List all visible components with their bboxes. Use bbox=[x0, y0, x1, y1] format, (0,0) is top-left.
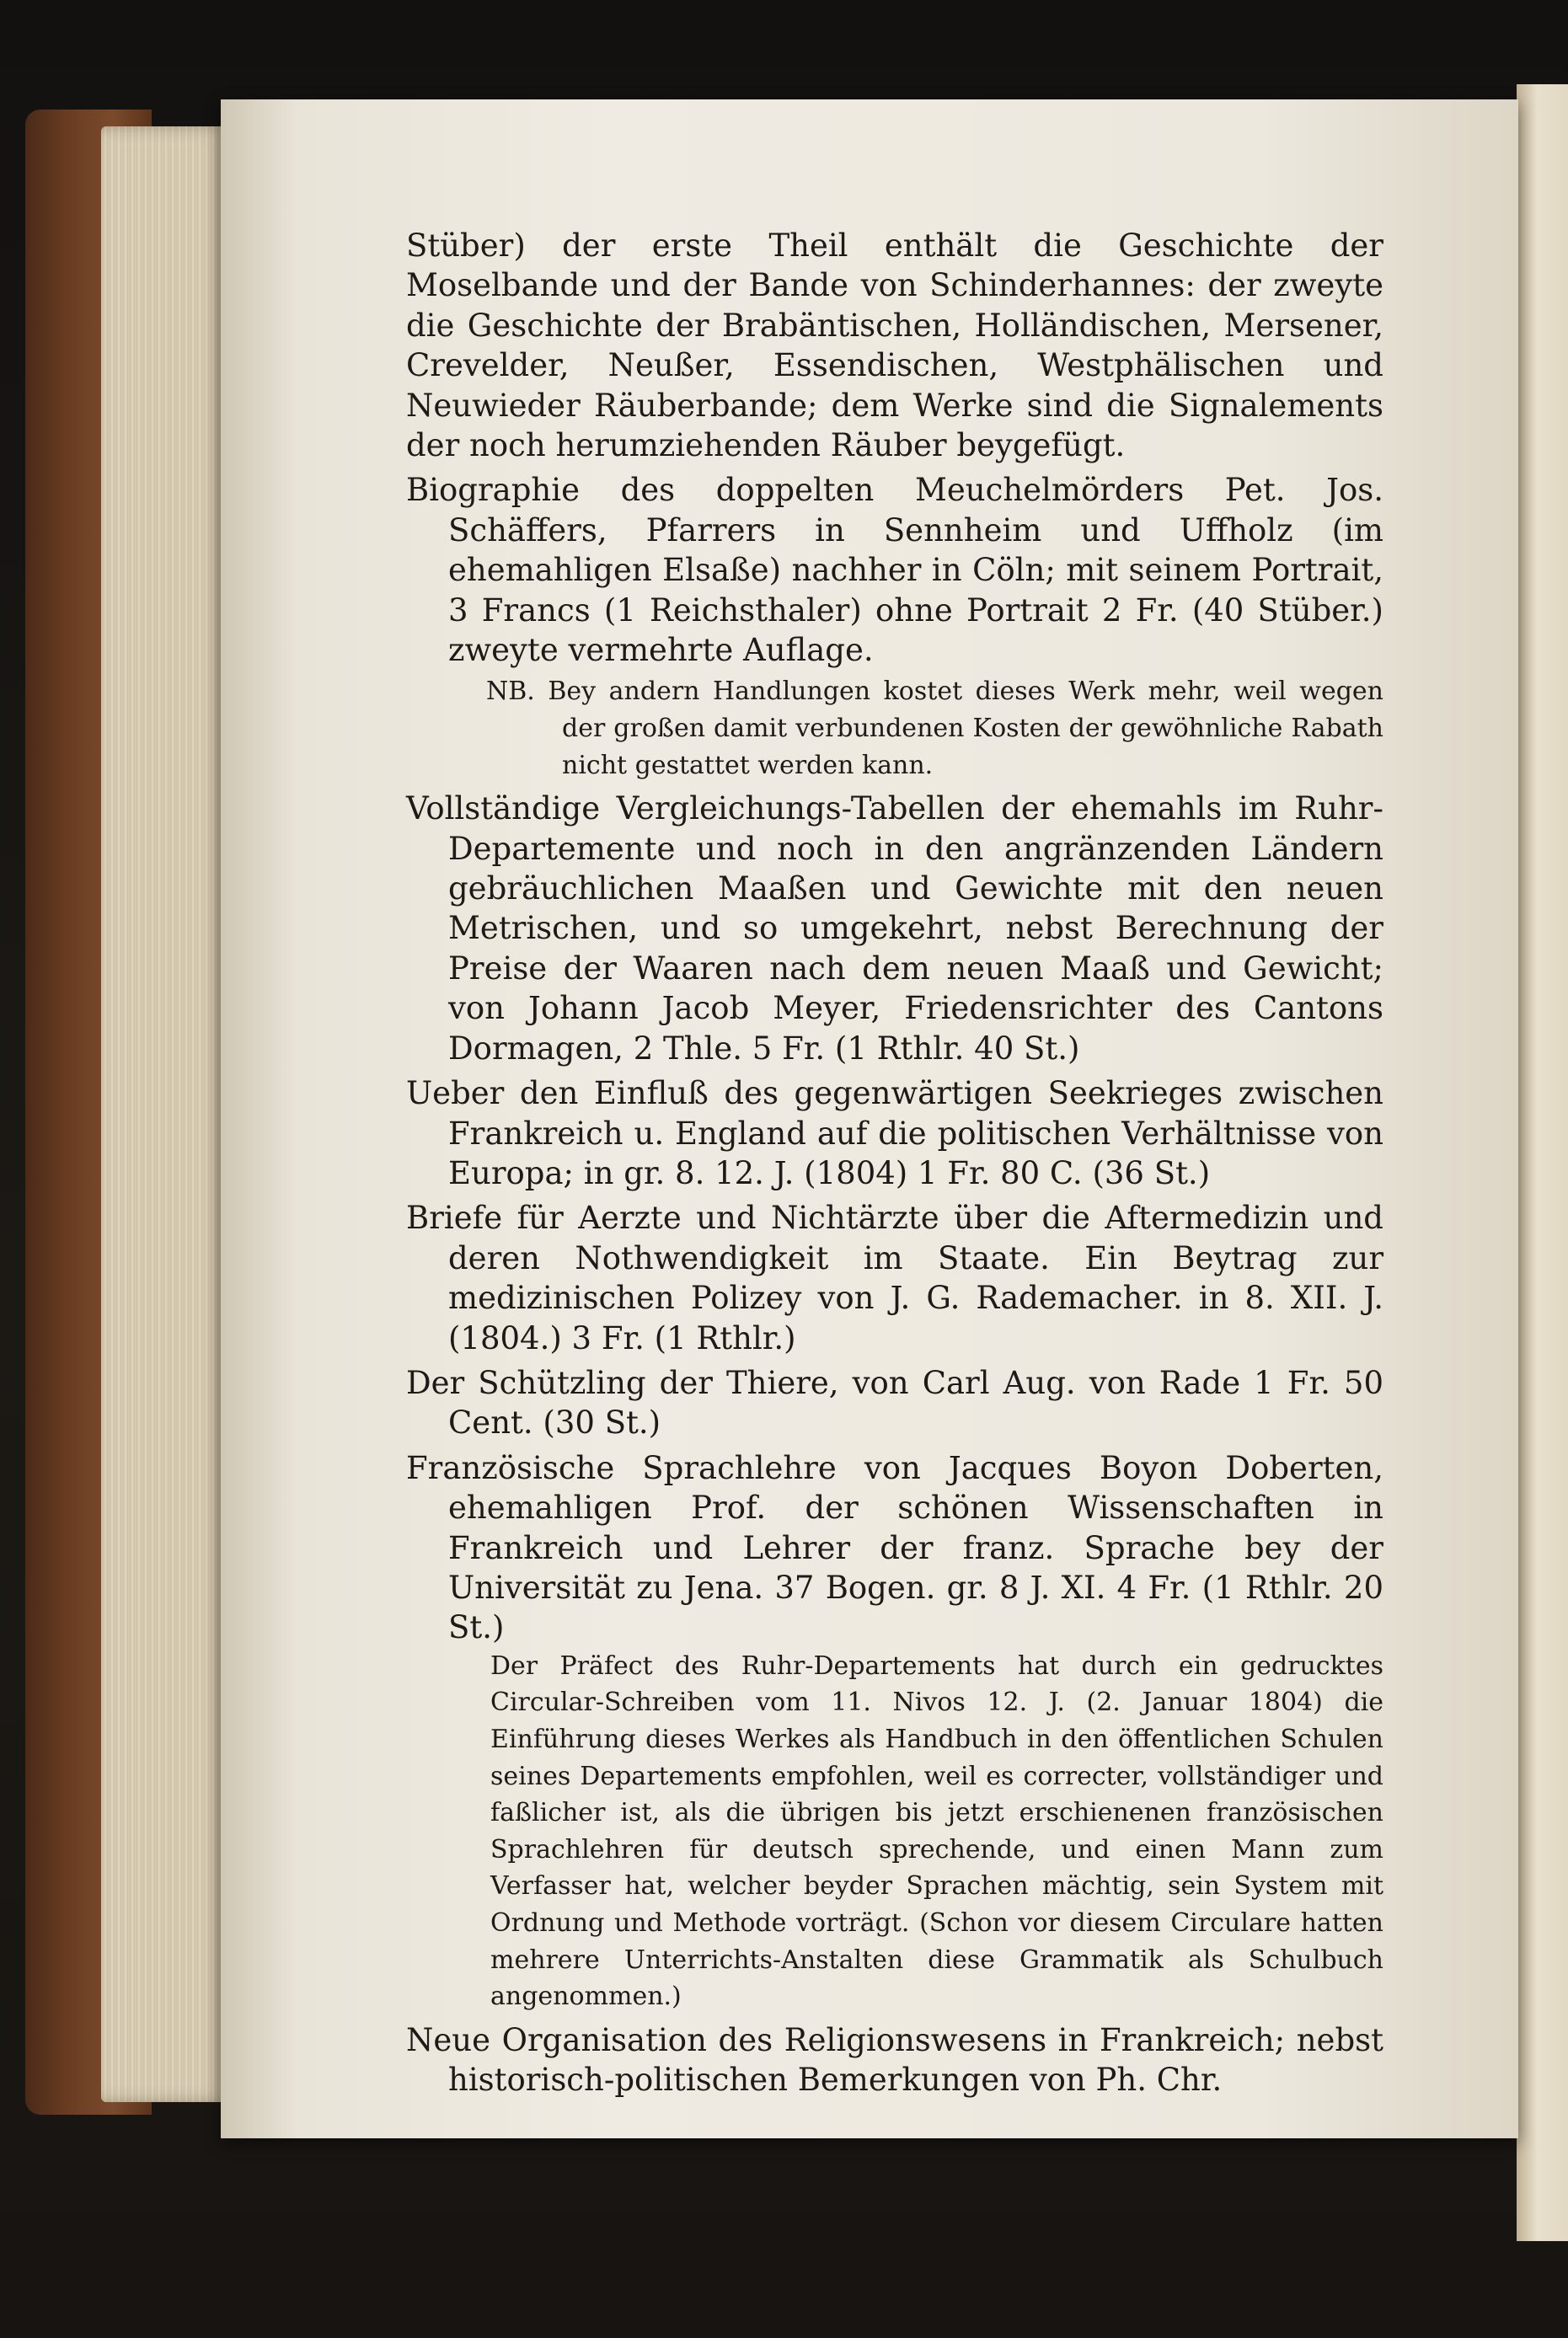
entry-schuetzling: Der Schützling der Thiere, von Carl Aug. von Rade 1 Fr. 50 Cent. (30 St.) bbox=[406, 1364, 1383, 1442]
note-nb-label: NB. bbox=[486, 677, 535, 707]
entry-briefe: Briefe für Aerzte und Nichtärzte über die Aftermedizin und deren Nothwendigkeit im Staate. Ein Beytrag zur medizinischen Polizey von J. G. Rademacher. in 8. XII. J. (1804.) 3 Fr. (1 Rthlr.) bbox=[406, 1200, 1383, 1356]
facing-page-edge bbox=[1517, 84, 1568, 2241]
entry-einfluss: Ueber den Einfluß des gegenwärtigen Seekrieges zwischen Frankreich u. England auf die politischen Verhältnisse von Europa; in gr. 8. 12. J. (1804) 1 Fr. 80 C. (36 St.) bbox=[406, 1075, 1383, 1191]
entry-biographie: Biographie des doppelten Meuchelmörders Pet. Jos. Schäffers, Pfarrers in Sennheim und Uffholz (im ehemahligen Elsaße) nachher in Cöln; mit seinem Portrait, 3 Francs (1 Reichsthaler) ohne Portrait 2 Fr. (40 Stüber.) zweyte vermehrte Auflage. bbox=[406, 472, 1383, 669]
book-page-edges bbox=[101, 126, 227, 2102]
entry-organisation: Neue Organisation des Religionswesens in Frankreich; nebst historisch-politischen Bemerkungen von Ph. Chr. bbox=[406, 2021, 1383, 2099]
book-page bbox=[221, 99, 1518, 2138]
entry-vergleichung: Vollständige Vergleichungs-Tabellen der ehemahls im Ruhr-Departemente und noch in den angränzenden Ländern gebräuchlichen Maaßen und Gewichte mit den neuen Metrischen, und so umgekehrt, nebst Berechnung der Preise der Waaren nach dem neuen Maaß und Gewicht; von Johann Jacob Meyer, Friedensrichter des Cantons Dormagen, 2 Thle. 5 Fr. (1 Rthlr. 40 St.) bbox=[406, 790, 1383, 1067]
page-text bbox=[406, 226, 1383, 2100]
entry-sprachlehre: Französische Sprachlehre von Jacques Boyon Doberten, ehemahligen Prof. der schönen Wissenschaften in Frankreich und Lehrer der franz. Sprache bey der Universität zu Jena. 37 Bogen. gr. 8 J. XI. 4 Fr. (1 Rthlr. 20 St.) bbox=[406, 1449, 1383, 1646]
note-praefect: Der Präfect des Ruhr-Departements hat durch ein gedrucktes Circular-Schreiben vom 11. Nivos 12. J. (2. Januar 1804) die Einführung dieses Werkes als Handbuch in den öffentlichen Schulen seines Departements empfohlen, weil es correcter, vollständiger und faßlicher ist, als die übrigen bis jetzt erschienenen französischen Sprachlehren für deutsch sprechende, und einen Mann zum Verfasser hat, welcher beyder Sprachen mächtig, sein System mit Ordnung und Methode vorträgt. (Schon vor diesem Circulare hatten mehrere Unterrichts-Anstalten diese Grammatik als Schulbuch angenommen.) bbox=[490, 1651, 1383, 2012]
note-nb bbox=[486, 673, 1383, 784]
entry-continuation: Stüber) der erste Theil enthält die Geschichte der Moselbande und der Bande von Schinderhannes: der zweyte die Geschichte der Brabäntischen, Holländischen, Mersener, Crevelder, Neußer, Essendischen, Westphälischen und Neuwieder Räuberbande; dem Werke sind die Signalements der noch herumziehenden Räuber beygefügt. bbox=[406, 227, 1383, 464]
note-nb-text: Bey andern Handlungen kostet dieses Werk mehr, weil wegen der großen damit verbundenen Kosten der gewöhnliche Rabath nicht gestattet werden kann. bbox=[548, 677, 1383, 780]
